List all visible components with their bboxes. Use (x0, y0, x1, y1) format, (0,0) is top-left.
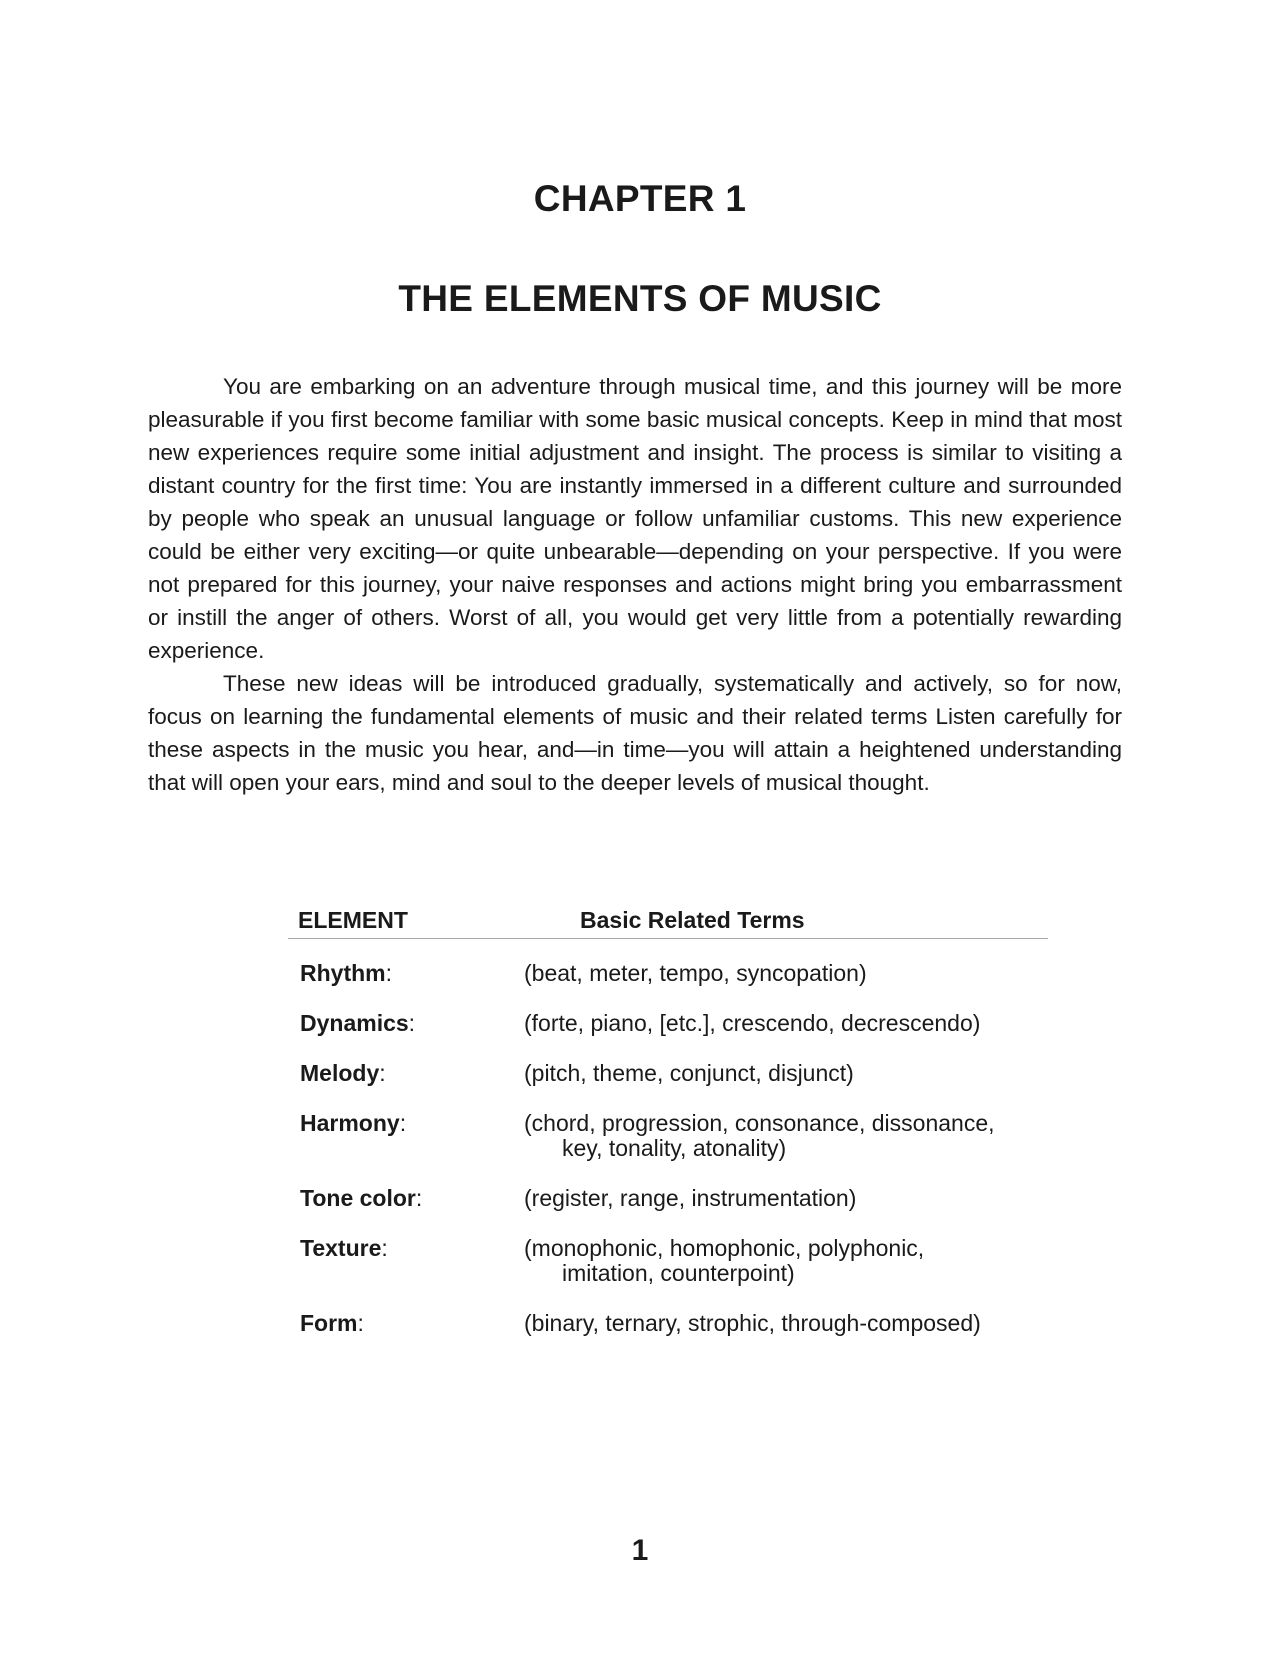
element-terms: (chord, progression, consonance, dissonance, (524, 1110, 995, 1136)
table-row: Melody: (pitch, theme, conjunct, disjunct) (300, 1060, 854, 1086)
header-terms: Basic Related Terms (580, 907, 805, 933)
table-row: Rhythm: (beat, meter, tempo, syncopation) (300, 960, 867, 986)
element-name: Rhythm (300, 960, 386, 986)
table-row: Harmony: (chord, progression, consonance, dissonance, key, tonality, atonality) (288, 1111, 1048, 1161)
element-terms: (pitch, theme, conjunct, disjunct) (524, 1060, 854, 1086)
table-row: Dynamics: (forte, piano, [etc.], crescendo, decrescendo) (300, 1010, 981, 1036)
element-name: Texture (300, 1235, 382, 1261)
paragraph-2: These new ideas will be introduced gradually, systematically and actively, so for now, focus on learning the fundamental elements of music and their related terms Listen carefully for these aspects in the music you hear, and—in time—you will attain a heightened understanding that will open your ears, mind and soul to the deeper levels of musical thought. (148, 671, 1122, 795)
element-terms-continued: imitation, counterpoint) (562, 1260, 795, 1286)
element-name: Dynamics (300, 1010, 409, 1036)
header-element: ELEMENT (298, 907, 408, 933)
page-number: 1 (631, 1534, 649, 1567)
body-text (148, 370, 1122, 799)
element-terms: (forte, piano, [etc.], crescendo, decrescendo) (524, 1010, 981, 1036)
element-name: Tone color (300, 1185, 416, 1211)
table-header (288, 905, 1048, 939)
element-name: Melody (300, 1060, 380, 1086)
table-row: Form: (binary, ternary, strophic, through-composed) (300, 1310, 981, 1336)
element-name: Form (300, 1310, 358, 1336)
element-terms: (beat, meter, tempo, syncopation) (524, 960, 867, 986)
section-title: THE ELEMENTS OF MUSIC (398, 278, 882, 319)
table-row: Tone color: (register, range, instrumentation) (300, 1185, 857, 1211)
element-name: Harmony (300, 1110, 400, 1136)
elements-table (288, 905, 1048, 1361)
paragraph-1: You are embarking on an adventure through musical time, and this journey will be more pleasurable if you first become familiar with some basic musical concepts. Keep in mind that most new experiences require some initial adjustment and insight. The process is similar to visiting a distant country for the first time: You are instantly immersed in a different culture and surrounded by people who speak an unusual language or follow unfamiliar customs. This new experience could be either very exciting—or quite unbearable—depending on your perspective. If you were not prepared for this journey, your naive responses and actions might bring you embarrassment or instill the anger of others. Worst of all, you would get very little from a potentially rewarding experience. (148, 374, 1122, 663)
element-terms: (register, range, instrumentation) (524, 1185, 857, 1211)
element-terms: (binary, ternary, strophic, through-composed) (524, 1310, 981, 1336)
table-rows (288, 961, 1048, 1336)
element-terms-continued: key, tonality, atonality) (562, 1135, 787, 1161)
table-row: Texture: (monophonic, homophonic, polyphonic, imitation, counterpoint) (288, 1236, 1048, 1286)
chapter-title: CHAPTER 1 (533, 178, 747, 219)
element-terms: (monophonic, homophonic, polyphonic, (524, 1235, 925, 1261)
